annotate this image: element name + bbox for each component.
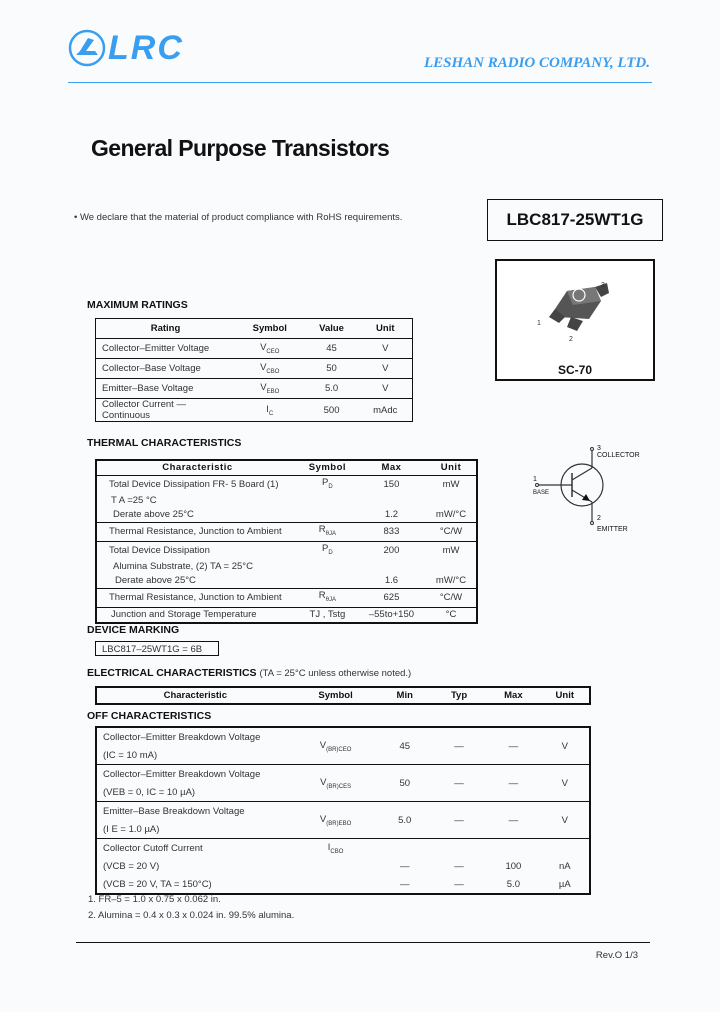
svg-text:3: 3 (601, 282, 605, 289)
table-row (96, 574, 477, 589)
min-cell: — (399, 860, 410, 872)
characteristic-cell: Total Device Dissipation FR- 5 Board (1) (109, 478, 279, 490)
col-unit: Unit (426, 460, 477, 476)
table-row (96, 476, 477, 494)
unit-cell: V (541, 802, 590, 839)
unit-cell: mW (442, 478, 460, 490)
max-ratings-table (95, 318, 413, 422)
unit-cell: V (359, 339, 413, 359)
sc70-package-icon (497, 261, 653, 356)
characteristic-cell: Collector–Emitter Breakdown Voltage (96, 765, 294, 784)
unit-cell: mW/°C (435, 574, 467, 586)
typ-cell: — (432, 802, 486, 839)
package-figure (495, 259, 655, 381)
typ-cell: — (454, 878, 464, 890)
table-row (96, 588, 477, 607)
table-row (96, 399, 413, 422)
col-min: Min (396, 690, 413, 701)
table-row (96, 522, 477, 541)
pin3-label: 3 (597, 445, 601, 452)
unit-cell: V (561, 740, 568, 752)
off-characteristics-table (95, 726, 591, 895)
electrical-heading (87, 667, 411, 679)
table-row (96, 541, 477, 559)
footnotes (88, 892, 294, 924)
min-cell: 50 (378, 765, 432, 802)
header-divider (68, 82, 652, 83)
symbol-cell: $I_{CBO}$ (294, 839, 378, 858)
max-cell: 100 (505, 860, 522, 872)
value-cell: 45 (305, 339, 359, 359)
unit-cell: V (359, 359, 413, 379)
unit-cell: mAdc (359, 399, 413, 422)
col-rating: Rating (96, 319, 235, 339)
col-unit: Unit (555, 690, 574, 701)
characteristic-cell: Thermal Resistance, Junction to Ambient (96, 588, 298, 607)
condition-cell: (VCB = 20 V, TA = 150°C) (103, 878, 212, 890)
col-characteristic: Characteristic (96, 460, 298, 476)
rating-cell: Collector–Base Voltage (96, 359, 235, 379)
device-marking-value: LBC817–25WT1G = 6B (95, 641, 219, 656)
rating-cell: Collector Current — Continuous (96, 399, 235, 422)
table-row (96, 839, 590, 858)
table-header-row (96, 460, 477, 476)
max-ratings-title: MAXIMUM RATINGS (87, 299, 188, 311)
min-cell: 45 (399, 740, 411, 752)
col-max: Max (504, 690, 523, 701)
unit-cell: V (541, 765, 590, 802)
value-cell: 500 (305, 399, 359, 422)
col-typ: Typ (450, 690, 468, 701)
table-row (96, 339, 413, 359)
characteristic-cell: Alumina Substrate, (2) TA = 25°C (113, 560, 253, 572)
characteristic-cell: Junction and Storage Temperature (96, 607, 298, 623)
footer-divider (76, 942, 650, 943)
device-marking-title: DEVICE MARKING (87, 624, 180, 636)
typ-cell: — (432, 765, 486, 802)
characteristic-cell: Collector Cutoff Current (96, 839, 294, 858)
electrical-title: ELECTRICAL CHARACTERISTICS (87, 667, 257, 679)
part-number: LBC817-25WT1G (487, 199, 663, 241)
col-symbol: Symbol (298, 460, 357, 476)
unit-cell: nA (558, 860, 571, 872)
symbol-cell: $P_D$ (298, 541, 357, 559)
max-cell: 625 (357, 588, 426, 607)
value-cell: 5.0 (305, 379, 359, 399)
unit-cell: °C/W (426, 522, 477, 541)
col-characteristic: Characteristic (163, 690, 227, 701)
symbol-cell: $V_{CEO}$ (235, 339, 305, 359)
thermal-table (95, 459, 478, 624)
max-cell: 1.2 (384, 508, 399, 520)
svg-text:2: 2 (569, 336, 573, 343)
max-cell: 833 (357, 522, 426, 541)
max-cell: 1.6 (384, 574, 399, 586)
table-row (96, 359, 413, 379)
characteristic-cell: T A =25 °C (111, 494, 157, 506)
pin2-label: 2 (597, 515, 601, 522)
typ-cell: — (454, 740, 464, 752)
table-header-row (96, 319, 413, 339)
value-cell: 50 (305, 359, 359, 379)
condition-cell: (VEB = 0, IC = 10 µA) (103, 786, 196, 798)
base-label: BASE (533, 490, 550, 496)
condition-cell: (IC = 10 mA) (103, 749, 158, 761)
rating-cell: Collector–Emitter Voltage (96, 339, 235, 359)
max-cell: — (486, 765, 540, 802)
electrical-condition: (TA = 25°C unless otherwise noted.) (259, 668, 412, 679)
table-row (96, 607, 477, 623)
unit-cell: µA (558, 878, 571, 890)
typ-cell: — (454, 860, 464, 872)
max-cell: 200 (357, 541, 426, 559)
min-cell: — (399, 878, 410, 890)
max-cell: 150 (383, 478, 400, 490)
max-cell: — (486, 802, 540, 839)
pin1-label: 1 (533, 476, 537, 483)
symbol-cell: $R_{\theta JA}$ (298, 522, 357, 541)
table-row (96, 494, 477, 508)
table-header-row (96, 687, 590, 704)
footnote-1: 1. FR–5 = 1.0 x 0.75 x 0.062 in. (88, 894, 221, 905)
characteristic-cell: Derate above 25°C (115, 574, 196, 586)
symbol-cell: $I_C$ (235, 399, 305, 422)
min-cell: 5.0 (378, 802, 432, 839)
col-symbol: Symbol (318, 690, 353, 701)
lrc-emblem-icon (68, 29, 106, 67)
table-row (96, 379, 413, 399)
characteristic-cell: Derate above 25°C (113, 508, 194, 520)
unit-cell: °C (426, 607, 477, 623)
characteristic-cell: Total Device Dissipation (96, 541, 298, 559)
revision-page: Rev.O 1/3 (595, 950, 638, 961)
characteristic-cell: Collector–Emitter Breakdown Voltage (103, 731, 261, 743)
lrc-logo (68, 28, 190, 68)
max-cell: –55to+150 (357, 607, 426, 623)
unit-cell: mW/°C (435, 508, 467, 520)
symbol-cell: $V_{(BR)CES}$ (294, 765, 378, 802)
rating-cell: Emitter–Base Voltage (96, 379, 235, 399)
col-max: Max (357, 460, 426, 476)
transistor-schematic (520, 440, 640, 540)
max-cell: 5.0 (506, 878, 520, 890)
table-row (96, 508, 477, 523)
col-unit: Unit (359, 319, 413, 339)
electrical-header-table (95, 686, 591, 705)
off-characteristics-title: OFF CHARACTERISTICS (87, 710, 212, 722)
condition-cell: (VCB = 20 V) (103, 860, 160, 872)
unit-cell: mW (426, 541, 477, 559)
svg-text:1: 1 (537, 320, 541, 327)
symbol-cell: $V_{EBO}$ (235, 379, 305, 399)
symbol-cell: $V_{(BR)CEO}$ (319, 739, 352, 753)
table-row (96, 560, 477, 574)
footnote-2: 2. Alumina = 0.4 x 0.3 x 0.024 in. 99.5% alumina. (88, 910, 295, 921)
package-name: SC-70 (557, 363, 592, 377)
page-title: General Purpose Transistors (91, 135, 390, 161)
col-value: Value (305, 319, 359, 339)
symbol-cell: $V_{CBO}$ (235, 359, 305, 379)
table-row (96, 802, 590, 821)
table-row (96, 765, 590, 784)
characteristic-cell: Thermal Resistance, Junction to Ambient (96, 522, 298, 541)
table-row (96, 857, 590, 875)
col-symbol: Symbol (235, 319, 305, 339)
symbol-cell: $V_{(BR)EBO}$ (294, 802, 378, 839)
symbol-cell: $R_{\theta JA}$ (298, 588, 357, 607)
collector-label: COLLECTOR (597, 452, 640, 459)
max-cell: — (508, 740, 519, 752)
unit-cell: °C/W (426, 588, 477, 607)
company-name: LESHAN RADIO COMPANY, LTD. (423, 55, 650, 71)
thermal-title: THERMAL CHARACTERISTICS (87, 437, 242, 449)
symbol-cell: TJ , Tstg (298, 607, 357, 623)
rohs-note: • We declare that the material of product compliance with RoHS requirements. (74, 212, 403, 223)
emitter-label: EMITTER (597, 526, 628, 533)
logo-text: LRC (108, 29, 184, 67)
symbol-cell: $P_D$ (322, 477, 333, 490)
table-row (96, 727, 590, 746)
unit-cell: V (359, 379, 413, 399)
characteristic-cell: Emitter–Base Breakdown Voltage (96, 802, 294, 821)
condition-cell: (I E = 1.0 µA) (103, 823, 160, 835)
